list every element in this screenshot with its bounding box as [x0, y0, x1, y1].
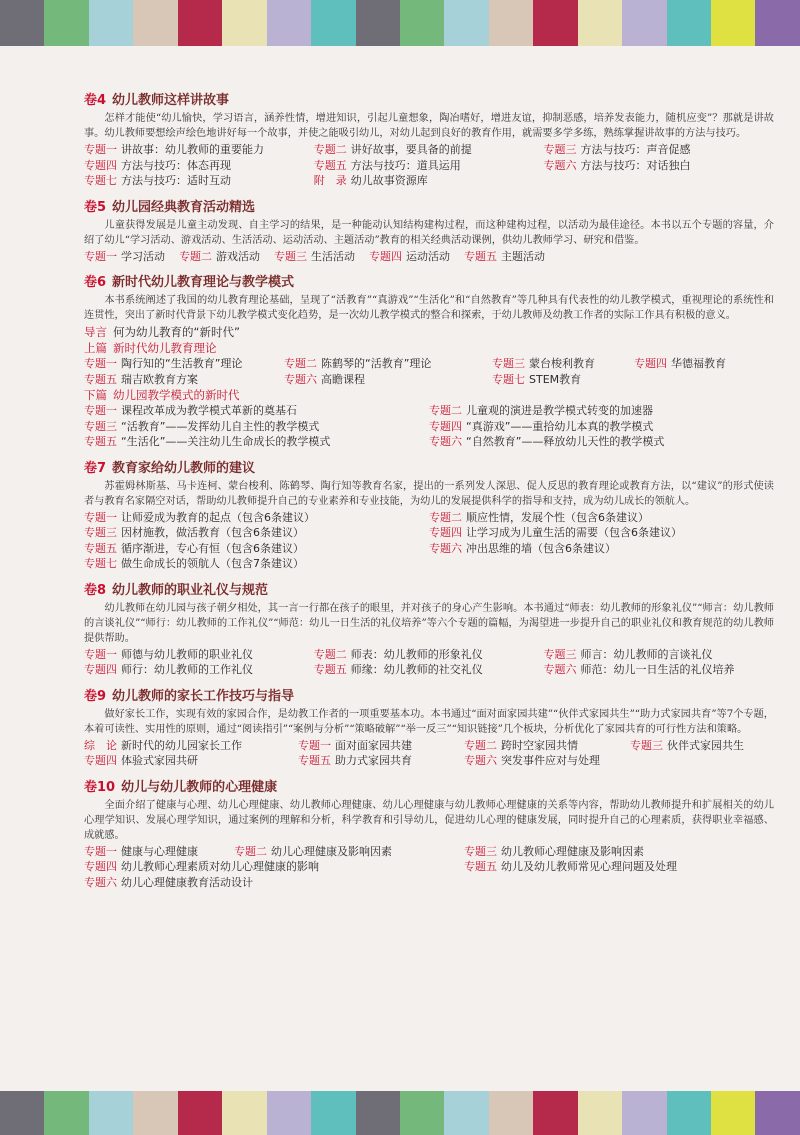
stripe-segment: [667, 0, 711, 46]
volume-description: 幼儿教师在幼儿园与孩子朝夕相处，其一言一行都在孩子的眼里，并对孩子的身心产生影响。本书通过“师表：幼儿教师的形象礼仪”“师言：幼儿教师的言谈礼仪”“师行：幼儿教师的工作礼仪”“师范：幼儿一日生活的礼仪培养”等六个专题的篇幅，为渴望进一步提升自己的职业礼仪和教育规范的幼儿教师提供帮助。: [84, 602, 774, 644]
topic-item: 专题五 瑞吉欧教育方案: [84, 372, 198, 386]
topic-item: 专题二 儿童观的演进是教学模式转变的加速器: [429, 404, 653, 417]
topic-item: 专题一 面对面家园共建: [298, 738, 412, 752]
topic-item: 专题六 方法与技巧：对话独白: [543, 158, 691, 172]
topic-item: 专题二 师表：幼儿教师的形象礼仪: [313, 647, 483, 661]
volume-number: 卷10: [84, 779, 116, 795]
volume-description: 全面介绍了健康与心理、幼儿心理健康、幼儿教师心理健康、幼儿心理健康与幼儿教师心理健康的关系等内容，帮助幼儿教师提升和扩展相关的幼儿心理学知识、发展心理学知识，通过案例的理解和分析，科学教育和引导幼儿，促进幼儿心理的健康发展，同时提升自己的心理素质，获得职业幸福感、成就感。: [84, 799, 774, 841]
stripe-segment: [489, 1091, 533, 1135]
topic-item: 专题六 突发事件应对与处理: [464, 754, 600, 767]
stripe-segment: [89, 0, 133, 46]
volume-description: 本书系统阐述了我国的幼儿教育理论基础，呈现了“活教育”“真游戏”“生活化”和“自然教育”等几种具有代表性的幼儿教学模式，重视理论的系统性和连贯性，突出了新时代背景下幼儿教学模式变化趋势，是一次幼儿教学模式的整合和探索，于幼儿教师及幼教工作者的实际工作具有积极的意义。: [84, 295, 774, 321]
stripe-segment: [178, 0, 222, 46]
topic-item: 专题三 “活教育”——发挥幼儿自主性的教学模式: [84, 419, 320, 433]
volume-description: 怎样才能使“幼儿愉快，学习语言，涵养性情，增进知识，引起儿童想象，陶冶嗜好，增进友谊，抑制恶感，培养发表能力，随机应变”？那就是讲故事。幼儿教师要想绘声绘色地讲好每一个故事，并使之能吸引幼儿，对幼儿起到良好的教育作用，就需要多学多练，熟练掌握讲故事的方法与技巧。: [84, 113, 774, 139]
volume-5: [84, 199, 774, 265]
topic-item: 专题五 “生活化”——关注幼儿生命成长的教学模式: [84, 435, 331, 448]
topic-list: [84, 403, 774, 450]
volume-number: 卷7: [84, 460, 107, 476]
topic-item: 专题一 陶行知的“生活教育”理论: [84, 357, 243, 370]
topic-item: 专题一 健康与心理健康: [84, 844, 198, 858]
stripe-segment: [178, 1091, 222, 1135]
volume-title: [84, 199, 774, 216]
topic-row: [84, 356, 774, 372]
volume-description: 儿童获得发展是儿童主动发现、自主学习的结果，是一种能动认知结构建构过程，而这种建构过程，以活动为最佳途径。本书以五个专题的容量，介绍了幼儿“学习活动、游戏活动、生活活动、运动活动、主题活动”教育的相关经典活动课例，供幼儿教师学习、研究和借鉴。: [84, 219, 774, 246]
stripe-segment: [622, 0, 666, 46]
topic-item: 专题二 顺应性情，发展个性（包含6条建议）: [429, 510, 649, 524]
stripe-segment: [133, 0, 177, 46]
volume-number: 卷6: [84, 275, 107, 290]
stripe-segment: [622, 1091, 666, 1135]
stripe-segment: [444, 0, 488, 46]
volume-number: 卷4: [84, 93, 107, 108]
volume-number: 卷5: [84, 199, 107, 215]
topic-item: 专题四 幼儿教师心理素质对幼儿心理健康的影响: [84, 860, 319, 873]
topic-item: 专题三 师言：幼儿教师的言谈礼仪: [543, 647, 713, 661]
stripe-segment: [0, 0, 44, 46]
topic-item: 专题六 “自然教育”——释放幼儿天性的教学模式: [429, 435, 665, 448]
volume-name: 教育家给幼儿教师的建议: [112, 460, 256, 476]
stripe-segment: [222, 1091, 266, 1135]
stripe-segment: [222, 0, 266, 46]
topic-item: 专题二 陈鹤琴的“活教育”理论: [284, 357, 432, 370]
stripe-segment: [711, 1091, 755, 1135]
topic-item: 专题五 主题活动: [464, 249, 545, 263]
topic-item: 专题一 讲故事：幼儿教师的重要能力: [84, 143, 264, 156]
stripe-segment: [400, 0, 444, 46]
topic-item: 专题五 助力式家园共育: [298, 754, 412, 767]
topic-item: 专题五 师缘：幼儿教师的社交礼仪: [313, 663, 483, 676]
volume-title: [84, 92, 774, 109]
volume-title: [84, 779, 774, 796]
topic-row: [84, 859, 774, 875]
appendix-item: 附 录 幼儿故事资源库: [313, 174, 428, 187]
volume-7: [84, 460, 774, 572]
topic-item: 专题三 蒙台梭利教育: [492, 357, 595, 370]
stripe-segment: [533, 0, 577, 46]
stripe-segment: [444, 1091, 488, 1135]
topic-item: 专题一 师德与幼儿教师的职业礼仪: [84, 647, 253, 661]
topic-item: 专题六 师范：幼儿一日生活的礼仪培养: [543, 663, 735, 676]
topic-item: 专题三 方法与技巧：声音促感: [543, 143, 691, 156]
part-heading: 上篇 新时代幼儿教育理论: [84, 341, 217, 355]
stripe-segment: [356, 0, 400, 46]
topic-list: [84, 647, 774, 678]
topic-item: 专题四 运动活动: [369, 249, 450, 263]
topic-item: 专题四 让学习成为儿童生活的需要（包含6条建议）: [429, 526, 682, 539]
stripe-segment: [356, 1091, 400, 1135]
volume-9: [84, 688, 774, 769]
volume-name: 幼儿与幼儿教师的心理健康: [121, 779, 278, 795]
topic-item: 专题四 “真游戏”——重拾幼儿本真的教学模式: [429, 419, 654, 433]
topic-row: [84, 738, 774, 754]
stripe-segment: [267, 1091, 311, 1135]
topic-row: [84, 844, 774, 860]
topic-list: [84, 142, 774, 189]
stripe-segment: [755, 1091, 799, 1135]
volume-name: 幼儿园经典教育活动精选: [112, 199, 256, 215]
topic-item: 专题三 幼儿教师心理健康及影响因素: [464, 844, 644, 858]
topic-item: 专题二 游戏活动: [179, 249, 260, 263]
topic-row: [84, 753, 774, 769]
topic-item: 专题一 课程改革成为教学模式革新的奠基石: [84, 404, 297, 417]
stripe-segment: [89, 1091, 133, 1135]
volume-description: 做好家长工作，实现有效的家园合作，是幼教工作者的一项重要基本功。本书通过“面对面家园共建”“伙伴式家园共生”“助力式家园共育”等7个专题，本着可读性、实用性的原则，通过“阅读指引”“案例与分析”“策略破解”“举一反三”“知识链接”几个板块，分析优化了家园共育的可行性方法和策略。: [84, 708, 774, 735]
top-color-stripe: [0, 0, 800, 46]
volume-6: [84, 274, 774, 450]
topic-list: [84, 510, 774, 572]
volume-name: 幼儿教师的职业礼仪与规范: [112, 582, 269, 598]
stripe-segment: [311, 0, 355, 46]
topic-item: 专题四 华德福教育: [634, 357, 726, 370]
topic-item: 专题五 方法与技巧：道具运用: [313, 158, 461, 172]
stripe-segment: [133, 1091, 177, 1135]
topic-item: 专题六 幼儿心理健康教育活动设计: [84, 875, 253, 889]
topic-item: 专题二 幼儿心理健康及影响因素: [234, 844, 392, 858]
stripe-segment: [667, 1091, 711, 1135]
topic-item: 专题四 师行：幼儿教师的工作礼仪: [84, 663, 253, 676]
stripe-segment: [533, 1091, 577, 1135]
topic-item: 专题七 做生命成长的领航人（包含7条建议）: [84, 557, 304, 570]
stripe-segment: [578, 1091, 622, 1135]
topic-item: 专题五 循序渐进，专心有恒（包含6条建议）: [84, 541, 304, 555]
topic-item: 专题六 冲出思维的墙（包含6条建议）: [429, 541, 616, 555]
topic-item: 专题六 高瞻课程: [284, 372, 365, 386]
stripe-segment: [755, 0, 799, 46]
topic-item: 专题三 伙伴式家园共生: [630, 738, 744, 752]
bottom-color-stripe: [0, 1091, 800, 1135]
stripe-segment: [711, 0, 755, 46]
topic-item: 专题二 跨时空家园共情: [464, 738, 578, 752]
topic-item: 专题五 幼儿及幼儿教师常见心理问题及处理: [464, 860, 677, 873]
stripe-segment: [44, 1091, 88, 1135]
topic-item: 专题二 讲好故事，要具备的前提: [313, 143, 472, 156]
intro-heading: 导言 何为幼儿教育的“新时代”: [84, 325, 240, 339]
stripe-segment: [44, 0, 88, 46]
volume-description: 苏霍姆林斯基、马卡连柯、蒙台梭利、陈鹤琴、陶行知等教育名家，提出的一系列发人深思、促人反思的教育理论或教育方法，以“建议”的形式使读者与教育名家隔空对话，帮助幼儿教师提升自己的专业素养和专业技能，为幼儿的发展提供科学的指导和支持，成为幼儿成长的领航人。: [84, 480, 774, 507]
topic-item: 专题一 让师爱成为教育的起点（包含6条建议）: [84, 510, 315, 524]
volume-number: 卷8: [84, 582, 107, 598]
volume-name: 幼儿教师这样讲故事: [112, 93, 230, 108]
stripe-segment: [400, 1091, 444, 1135]
stripe-segment: [578, 0, 622, 46]
volume-name: 幼儿教师的家长工作技巧与指导: [112, 688, 295, 704]
volume-title: [84, 582, 774, 599]
volume-8: [84, 582, 774, 678]
topic-item: 专题七 方法与技巧：适时互动: [84, 174, 231, 187]
volume-title: [84, 688, 774, 705]
topic-item: 专题一 学习活动: [84, 249, 165, 263]
topic-row: [84, 875, 774, 891]
stripe-segment: [267, 0, 311, 46]
volume-title: [84, 274, 774, 291]
part-heading: 下篇 幼儿园教学模式的新时代: [84, 388, 240, 402]
topic-list: [84, 249, 774, 265]
stripe-segment: [0, 1091, 44, 1135]
topic-item: 专题三 生活活动: [274, 249, 355, 263]
catalog-content: [84, 92, 774, 900]
stripe-segment: [311, 1091, 355, 1135]
topic-item: 专题四 方法与技巧：体态再现: [84, 158, 231, 172]
volume-number: 卷9: [84, 688, 107, 704]
volume-10: [84, 779, 774, 891]
topic-item: 综 论 新时代的幼儿园家长工作: [84, 738, 242, 752]
stripe-segment: [489, 0, 533, 46]
topic-item: 专题三 因材施教，做活教育（包含6条建议）: [84, 526, 304, 539]
volume-4: [84, 92, 774, 189]
volume-name: 新时代幼儿教育理论与教学模式: [112, 275, 295, 290]
topic-item: 专题四 体验式家园共研: [84, 754, 198, 767]
topic-item: 专题七 STEM教育: [492, 372, 582, 386]
volume-title: [84, 460, 774, 477]
topic-row: [84, 372, 774, 388]
